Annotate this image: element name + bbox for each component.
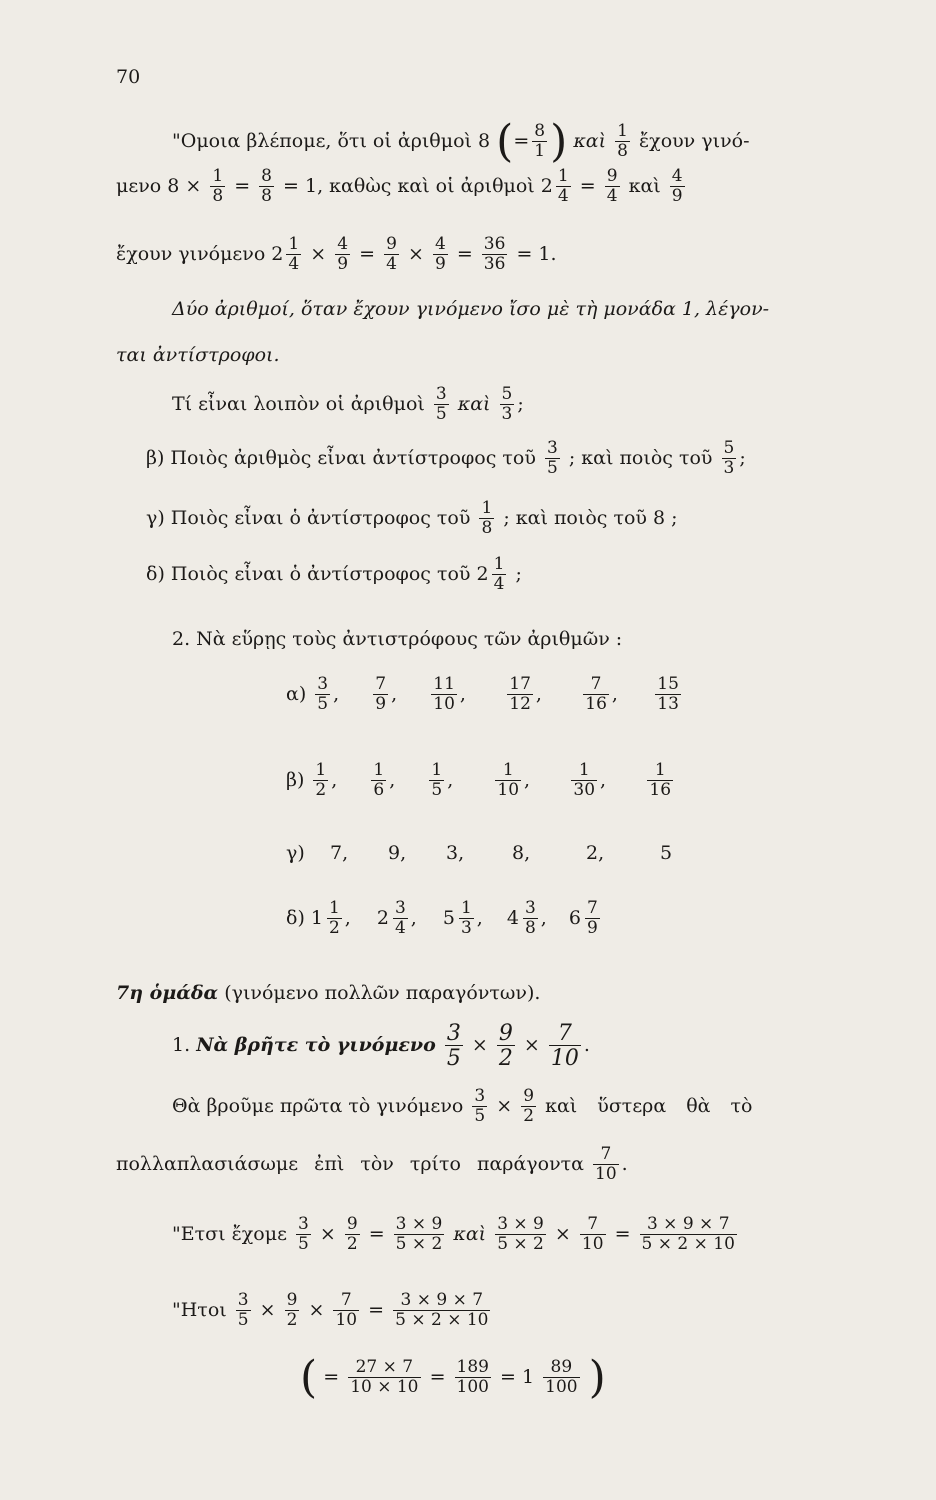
row-d: δ) 1 1 2 , 2 3 4 , 5 1 3 , 4 3 8 , 6 7 9 <box>286 898 598 938</box>
exercise-2-heading: 2. Νὰ εὕρῃς τοὺς ἀντιστρόφους τῶν ἀριθμῶν : <box>172 628 623 650</box>
fraction: $\frac{7}{10}$ <box>335 1290 358 1330</box>
text-line-3: ἔχουν γινόμενο 2 $\frac{1}{4}$ × $\frac{4}{9}$ = $\frac{9}{4}$ × $\frac{4}{9}$ = $\frac{36}{36}$ = 1. <box>116 234 557 274</box>
fraction: 1 2 <box>328 898 340 938</box>
fraction: $\frac{89}{100}$ <box>545 1357 578 1397</box>
fraction: $\frac{27 \times 7}{10 \times 10}$ <box>350 1357 419 1397</box>
fraction: $\frac{4}{9}$ <box>337 234 349 274</box>
fraction: $\frac{3}{5}$ <box>297 1214 309 1254</box>
fraction: $\frac{5}{3}$ <box>723 438 735 478</box>
fraction: $\frac{9}{2}$ <box>346 1214 358 1254</box>
fraction: 11 10 <box>433 674 455 714</box>
fraction: 7 9 <box>586 898 598 938</box>
fraction: $\frac{8}{1}$ <box>534 121 546 161</box>
row-g: γ) 7, 9, 3, 8, 2, 5 <box>286 842 673 864</box>
solution-line-1: Θὰ βροῦμε πρῶτα τὸ γινόμενο $\frac{3}{5}$ × $\frac{9}{2}$ καὶ ὕστερα θὰ τὸ <box>172 1086 753 1126</box>
fraction: $\frac{8}{8}$ <box>261 166 272 206</box>
fraction: $\frac{9}{2}$ <box>286 1290 298 1330</box>
fraction: $\frac{1}{8}$ <box>481 498 493 538</box>
fraction: 1 5 <box>431 760 443 800</box>
fraction: $\frac{36}{36}$ <box>483 234 506 274</box>
fraction: $\frac{9}{2}$ <box>498 1021 513 1072</box>
fraction: $\frac{4}{9}$ <box>434 234 446 274</box>
row-b: β) 1 2 , 1 6 , 1 5 , 1 10 , 1 30 , 1 16 <box>286 760 672 800</box>
question-1: Τί εἶναι λοιπὸν οἱ ἀριθμοὶ $\frac{3}{5}$ καὶ $\frac{5}{3}$ ; <box>172 384 524 424</box>
fraction: $\frac{5}{3}$ <box>501 384 513 424</box>
fraction: 1 16 <box>649 760 672 800</box>
fraction: $\frac{3 \times 9}{5 \times 2}$ <box>497 1214 544 1254</box>
fraction: 1 2 <box>315 760 327 800</box>
fraction: 1 30 <box>573 760 596 800</box>
fraction: 3 8 <box>524 898 536 938</box>
question-b: β) Ποιὸς ἀριθμὸς εἶναι ἀντίστροφος τοῦ $\frac{3}{5}$ ; καὶ ποιὸς τοῦ $\frac{5}{3}$ ; <box>146 438 746 478</box>
fraction: $\frac{3}{5}$ <box>474 1086 486 1126</box>
fraction: $\frac{3 \times 9 \times 7}{5 \times 2 \times 10}$ <box>641 1214 735 1254</box>
row-a: α) 3 5 , 7 9 , 11 10 , 17 12 , 7 16 , 15 13 <box>286 674 679 714</box>
fraction: $\frac{1}{4}$ <box>493 554 505 594</box>
fraction: $\frac{1}{4}$ <box>557 166 569 206</box>
text-line-2: μενο 8 × $\frac{1}{8}$ = $\frac{8}{8}$ = 1, καθὼς καὶ οἱ ἀριθμοὶ 2 $\frac{1}{4}$ = $\frac{9}{4}$ καὶ $\frac{4}{9}$ <box>116 166 683 206</box>
fraction: $\frac{4}{9}$ <box>671 166 683 206</box>
fraction: 17 12 <box>509 674 531 714</box>
fraction: $\frac{3 \times 9 \times 7}{5 \times 2 \times 10}$ <box>395 1290 489 1330</box>
fraction: $\frac{7}{10}$ <box>581 1214 604 1254</box>
question-g: γ) Ποιὸς εἶναι ὁ ἀντίστροφος τοῦ $\frac{1}{8}$ ; καὶ ποιὸς τοῦ 8 ; <box>146 498 678 538</box>
fraction: $\frac{7}{10}$ <box>550 1021 579 1072</box>
fraction: $\frac{7}{10}$ <box>595 1144 617 1184</box>
fraction: $\frac{3}{5}$ <box>237 1290 249 1330</box>
fraction: 15 13 <box>657 674 679 714</box>
fraction: 7 16 <box>585 674 607 714</box>
solution-line-4: "Ητοι $\frac{3}{5}$ × $\frac{9}{2}$ × $\frac{7}{10}$ = $\frac{3 \times 9 \times 7}{5 \times 2 \times 10}$ <box>172 1290 489 1330</box>
fraction: $\frac{9}{2}$ <box>523 1086 535 1126</box>
fraction: $\frac{9}{4}$ <box>386 234 397 274</box>
fraction: $\frac{1}{8}$ <box>617 121 628 161</box>
page-number: 70 <box>116 66 141 88</box>
definition-line-2: ται ἀντίστροφοι. <box>116 344 280 366</box>
fraction: $\frac{1}{8}$ <box>212 166 224 206</box>
fraction: $\frac{3}{5}$ <box>446 1021 461 1072</box>
fraction: $\frac{3 \times 9}{5 \times 2}$ <box>395 1214 443 1254</box>
fraction: 1 10 <box>497 760 520 800</box>
solution-line-5: ( = $\frac{27 \times 7}{10 \times 10}$ = $\frac{189}{100}$ = 1 $\frac{89}{100}$ ) <box>300 1352 606 1403</box>
solution-line-3: "Ετσι ἔχομε $\frac{3}{5}$ × $\frac{9}{2}$ = $\frac{3 \times 9}{5 \times 2}$ καὶ $\frac{3 \times 9}{5 \times 2}$ × $\frac{7}{10}$ = $\frac{3 \times 9 \times 7}{5 \times 2 \times 10}$ <box>172 1214 735 1254</box>
group-heading: 7η ὁμάδα (γινόμενο πολλῶν παραγόντων). <box>116 982 541 1004</box>
fraction: 1 3 <box>460 898 472 938</box>
question-d: δ) Ποιὸς εἶναι ὁ ἀντίστροφος τοῦ 2 $\frac{1}{4}$ ; <box>146 554 522 594</box>
problem-1: 1. Νὰ βρῆτε τὸ γινόμενο $\frac{3}{5}$ × $\frac{9}{2}$ × $\frac{7}{10}$ . <box>172 1021 590 1072</box>
fraction: $\frac{3}{5}$ <box>546 438 558 478</box>
fraction: $\frac{1}{4}$ <box>288 234 300 274</box>
fraction: 1 6 <box>373 760 385 800</box>
fraction: 7 9 <box>375 674 387 714</box>
solution-line-2: πολλαπλασιάσωμε ἐπὶ τὸν τρίτο παράγοντα $\frac{7}{10}$ . <box>116 1144 628 1184</box>
fraction: $\frac{189}{100}$ <box>456 1357 489 1397</box>
fraction: 3 4 <box>394 898 406 938</box>
fraction: 3 5 <box>317 674 329 714</box>
fraction: $\frac{3}{5}$ <box>435 384 447 424</box>
text-line-1: "Ομοια βλέπομε, ὅτι οἱ ἀριθμοὶ 8 (= $\frac{8}{1}$ ) καὶ $\frac{1}{8}$ ἔχουν γινό- <box>172 116 750 167</box>
definition-line-1: Δύο ἀριθμοί, ὅταν ἔχουν γινόμενο ἴσο μὲ τὴ μονάδα 1, λέγον- <box>172 298 770 320</box>
fraction: $\frac{9}{4}$ <box>606 166 618 206</box>
